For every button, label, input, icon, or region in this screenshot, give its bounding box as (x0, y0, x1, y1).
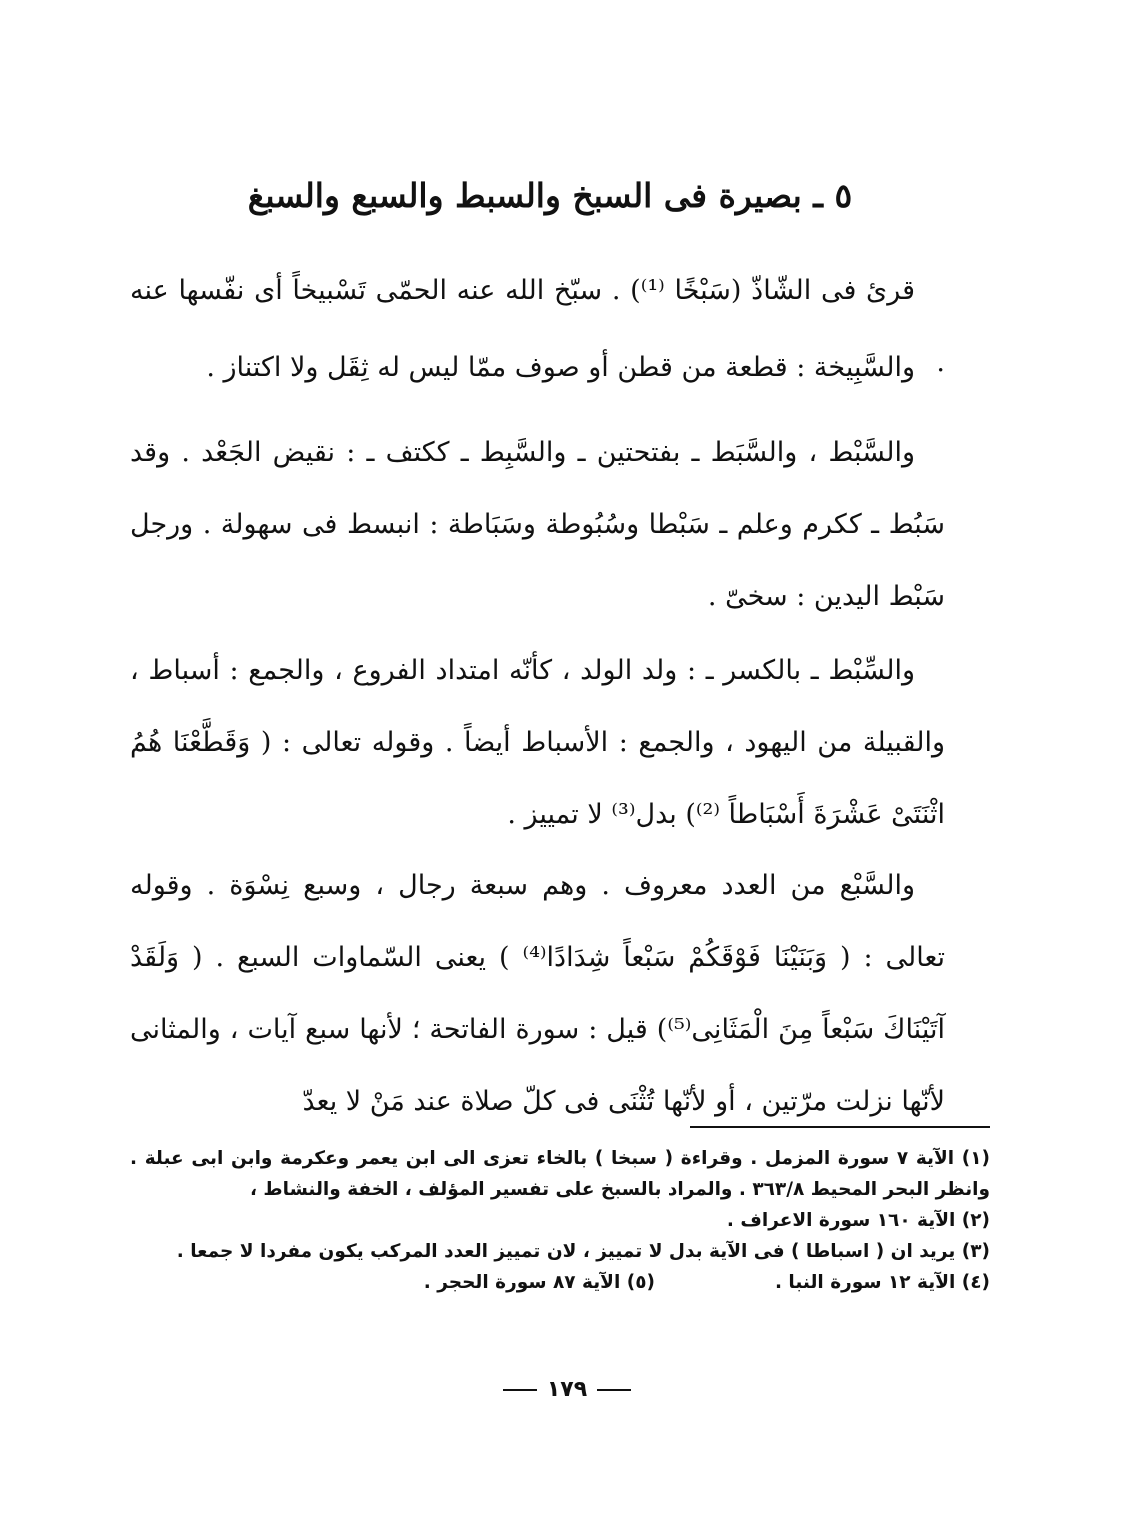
page-number: ١٧٩ (546, 1377, 588, 1402)
paragraph-2 (130, 332, 945, 404)
footnote-3: (٣) يريد ان ( اسباطا ) فى الآية بدل لا تمييز ، لان تمييز العدد المركب يكون مفردا لا جمعا . (176, 1241, 990, 1262)
paragraph-text: والسِّبْط ـ بالكسر ـ : ولد الولد ، كأنّه امتداد الفروع ، والجمع : أسباط ، والقبيلة من اليهود ، والجمع : الأسباط أيضاً . وقوله تعالى : ( وَقَطَّعْنَا هُمُ اثْنَتَىْ عَشْرَةَ أَسْبَاطاً ⁽²⁾) بدل⁽³⁾ لا تمييز . (130, 655, 945, 830)
dash-right (503, 1389, 537, 1391)
footnote-5: (٥) الآية ٨٧ سورة الحجر . (423, 1272, 655, 1293)
paragraph-text: قرئ فى الشّاذّ (سَبْخًا ⁽¹⁾) . سبّخ الله عنه الحمّى تَسْبيخاً أى نفّسها عنه . (130, 275, 945, 378)
footnote-2: (٢) الآية ١٦٠ سورة الاعراف . (726, 1210, 990, 1231)
footnotes (130, 1143, 990, 1298)
footnote-1: (١) الآية ٧ سورة المزمل . وقراءة ( سبخا ) بالخاء تعزى الى ابن يعمر وعكرمة وابن ابى عبلة . وانظر البحر المحيط ٣٦٣/٨ . والمراد بالسبخ على تفسير المؤلف ، الخفة والنشاط ، (130, 1148, 990, 1200)
paragraph-3 (130, 417, 945, 633)
paragraph-5 (130, 850, 945, 1138)
paragraph-text: والسَّبِيخة : قطعة من قطن أو صوف ممّا ليس له ثِقَل ولا اكتناز . (206, 352, 915, 383)
section-title: ٥ ـ بصيرة فى السبخ والسبط والسبع والسبغ (247, 176, 853, 215)
paragraph-4 (130, 635, 945, 851)
paragraph-text: والسَّبْع من العدد معروف . وهم سبعة رجال ، وسبع نِسْوَة . وقوله تعالى : ( وَبَنَيْنَا فَوْقَكُمْ سَبْعاً شِدَادًا⁽⁴⁾ ) يعنى السّماوات السبع . ( وَلَقَدْ آتَيْنَاكَ سَبْعاً مِنَ الْمَثَانِى⁽⁵⁾) قيل : سورة الفاتحة ؛ لأنها سبع آيات ، والمثانى لأنّها نزلت مرّتين ، أو لأنّها تُثْنَى فى كلّ صلاة عند مَنْ لا يعدّ (130, 870, 945, 1117)
footnote-row (130, 1267, 990, 1298)
footnote-separator (690, 1126, 990, 1128)
page-number-line (0, 1377, 1134, 1402)
dash-left (597, 1389, 631, 1391)
footnote-4: (٤) الآية ١٢ سورة النبا . (774, 1272, 990, 1293)
paragraph-text: والسَّبْط ، والسَّبَط ـ بفتحتين ـ والسَّبِط ـ ككتف ـ : نقيض الجَعْد . وقد سَبُط ـ ككرم وعلم ـ سَبْطا وسُبُوطة وسَبَاطة : انبسط فى سهولة . ورجل سَبْط اليدين : سخىّ . (130, 437, 945, 612)
